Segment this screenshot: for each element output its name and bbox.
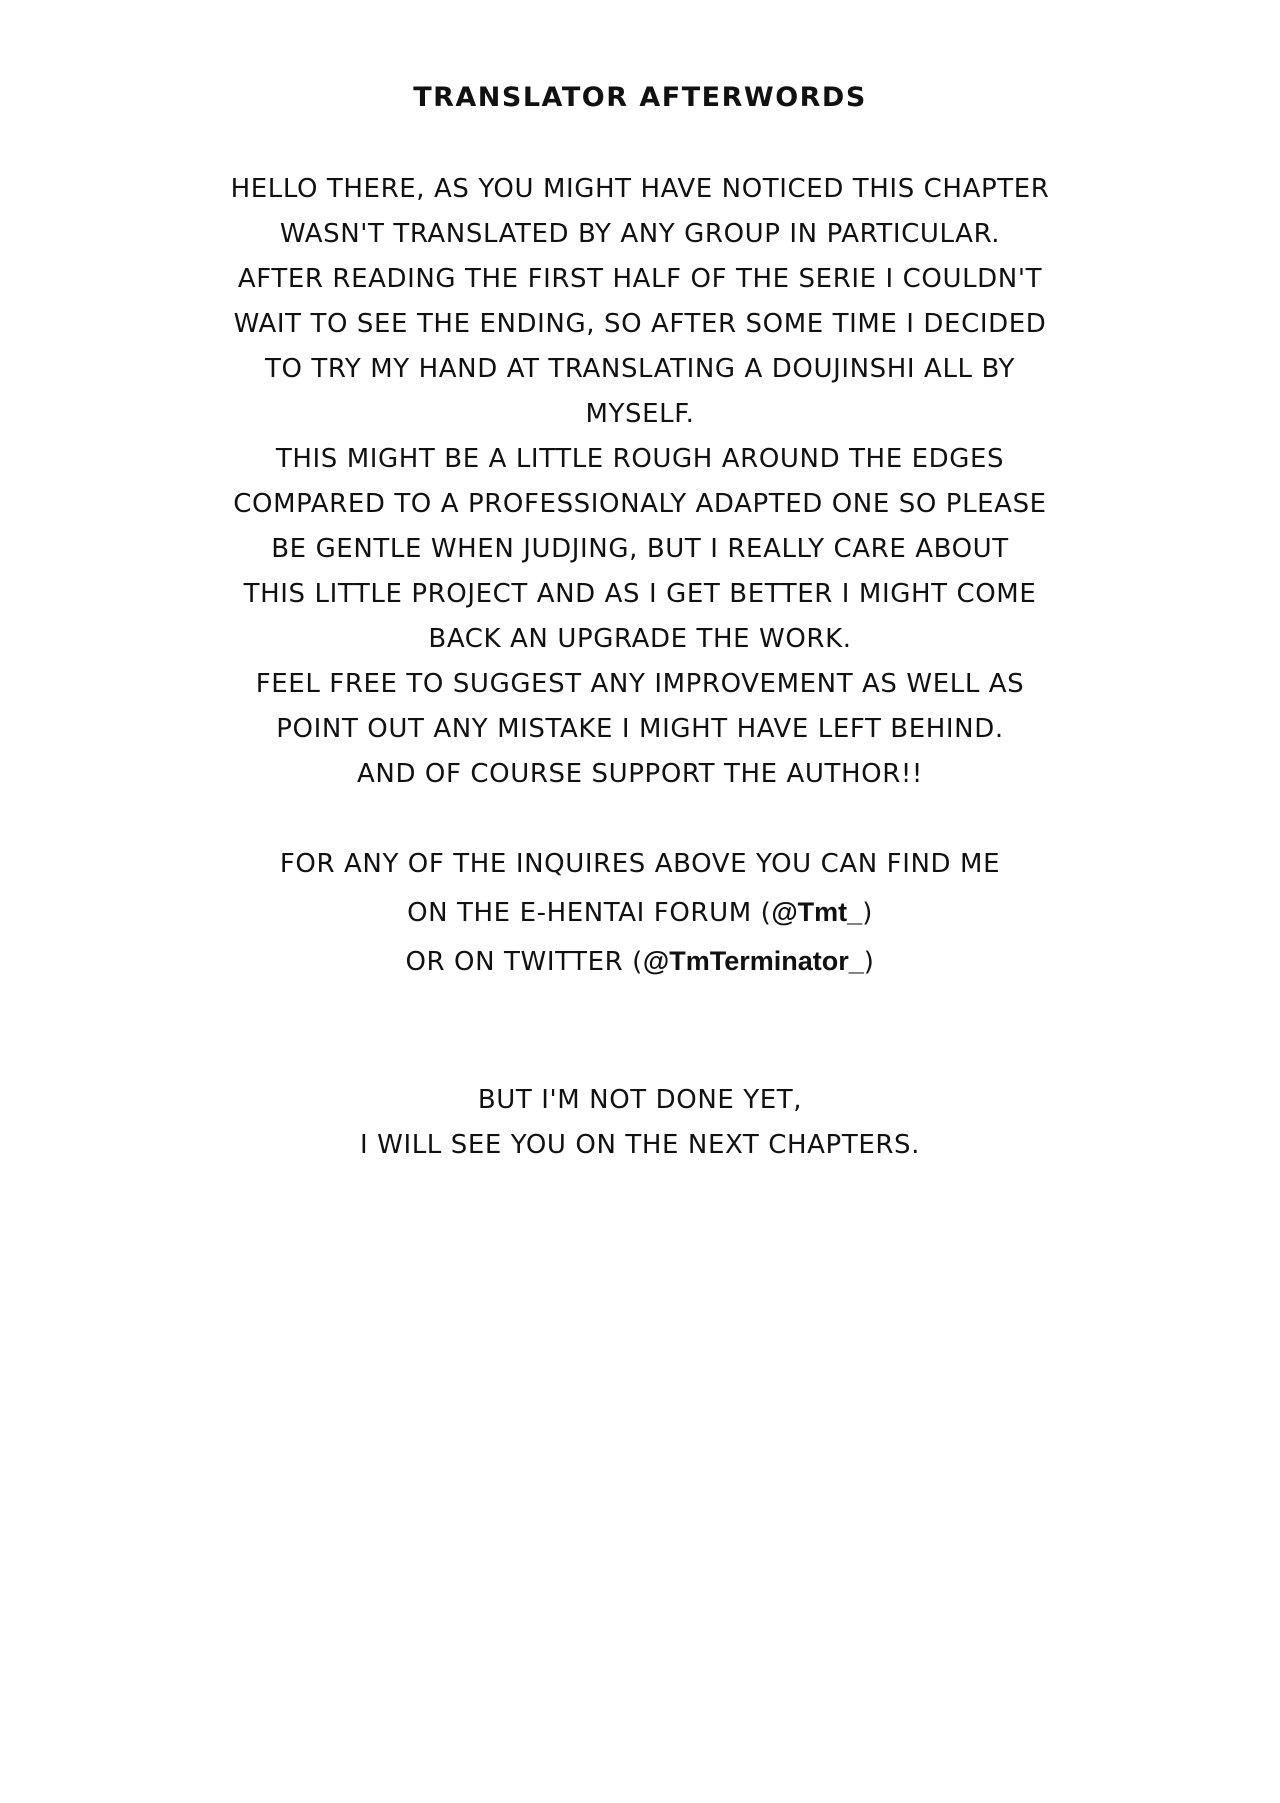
text-line: THIS MIGHT BE A LITTLE ROUGH AROUND THE EDGES (275, 444, 1005, 474)
page-title: TRANSLATOR AFTERWORDS (413, 82, 867, 113)
text-line: AND OF COURSE SUPPORT THE AUTHOR!! (357, 759, 923, 789)
closing-paragraph (0, 1078, 1280, 1168)
intro-paragraph (0, 167, 1280, 797)
text-line: I WILL SEE YOU ON THE NEXT CHAPTERS. (360, 1130, 920, 1160)
text-line: BUT I'M NOT DONE YET, (477, 1085, 803, 1115)
contact-intro-line: FOR ANY OF THE INQUIRES ABOVE YOU CAN FIND ME (279, 849, 1001, 879)
text-line: TO TRY MY HAND AT TRANSLATING A DOUJINSHI ALL BY (265, 354, 1015, 384)
text-line: WAIT TO SEE THE ENDING, SO AFTER SOME TIME I DECIDED (233, 309, 1047, 339)
forum-label: ON THE E-HENTAI FORUM ( (407, 898, 772, 928)
twitter-label: OR ON TWITTER ( (405, 947, 643, 977)
text-line: FEEL FREE TO SUGGEST ANY IMPROVEMENT AS WELL AS (255, 669, 1025, 699)
text-line: BACK AN UPGRADE THE WORK. (428, 624, 852, 654)
twitter-contact-line (0, 937, 1280, 986)
text-line: POINT OUT ANY MISTAKE I MIGHT HAVE LEFT BEHIND. (276, 714, 1004, 744)
text-line: WASN'T TRANSLATED BY ANY GROUP IN PARTICULAR. (279, 219, 1001, 249)
contact-paragraph (0, 840, 1280, 986)
forum-close-paren: ) (862, 898, 873, 928)
twitter-handle: @TmTerminator_ (642, 946, 864, 976)
text-line: COMPARED TO A PROFESSIONALY ADAPTED ONE SO PLEASE (233, 489, 1047, 519)
text-line: MYSELF. (585, 399, 695, 429)
text-line: THIS LITTLE PROJECT AND AS I GET BETTER I MIGHT COME (243, 579, 1037, 609)
twitter-close-paren: ) (863, 947, 875, 977)
forum-contact-line (0, 888, 1280, 937)
text-line: HELLO THERE, AS YOU MIGHT HAVE NOTICED THIS CHAPTER (230, 174, 1050, 204)
text-line: AFTER READING THE FIRST HALF OF THE SERIE I COULDN'T (237, 264, 1043, 294)
text-line: BE GENTLE WHEN JUDJING, BUT I REALLY CARE ABOUT (271, 534, 1009, 564)
forum-handle: @Tmt_ (771, 897, 863, 927)
